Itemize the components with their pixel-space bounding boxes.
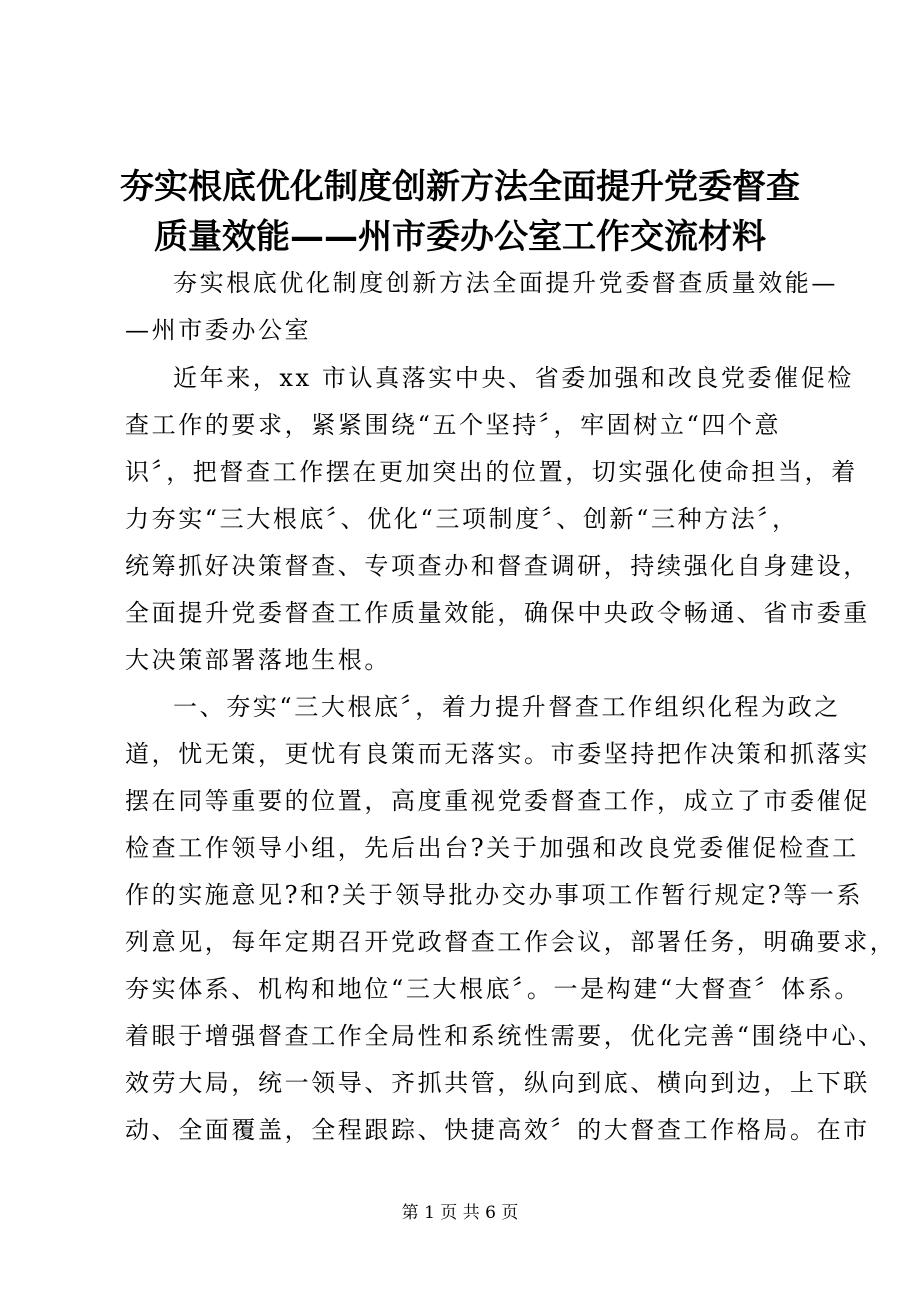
subtitle-line-2: —州市委办公室 xyxy=(125,316,312,344)
paragraph-1-line-5: 统筹抓好决策督查、专项查办和督查调研，持续强化自身建设， xyxy=(125,552,870,580)
paragraph-1-line-4: 力夯实“三大根底〞、优化“三项制度〞、创新“三种方法〞， xyxy=(125,505,799,533)
subtitle-line-1: 夯实根底优化制度创新方法全面提升党委督查质量效能— xyxy=(173,269,838,297)
paragraph-2-line-3: 摆在同等重要的位置，高度重视党委督查工作，成立了市委催促 xyxy=(125,787,870,815)
paragraph-1-line-7: 大决策部署落地生根。 xyxy=(125,646,391,674)
paragraph-2-line-7: 夯实体系、机构和地位“三大根底〞。一是构建“大督查〞体系。 xyxy=(125,975,861,1003)
paragraph-2-line-9: 效劳大局，统一领导、齐抓共管，纵向到底、横向到边，上下联 xyxy=(125,1069,870,1097)
paragraph-2-line-2: 道，忧无策，更忧有良策而无落实。市委坚持把作决策和抓落实 xyxy=(125,740,870,768)
paragraph-2-line-1: 一、夯实“三大根底〞，着力提升督查工作组织化程为政之 xyxy=(173,693,841,721)
document-title-line-1: 夯实根底优化制度创新方法全面提升党委督查 xyxy=(120,167,800,207)
paragraph-2-line-5: 作的实施意见?和?关于领导批办交办事项工作暂行规定?等一系 xyxy=(125,881,863,909)
page-footer: 第 1 页 共 6 页 xyxy=(401,1203,519,1223)
paragraph-1-line-3: 识〞，把督查工作摆在更加突出的位置，切实强化使命担当，着 xyxy=(125,458,858,486)
paragraph-1-line-6: 全面提升党委督查工作质量效能，确保中央政令畅通、省市委重 xyxy=(125,599,870,627)
paragraph-2-line-10: 动、全面覆盖，全程跟踪、快捷高效〞的大督查工作格局。在市 xyxy=(125,1116,870,1144)
paragraph-2-line-8: 着眼于增强督查工作全局性和系统性需要，优化完善“围绕中心、 xyxy=(125,1022,885,1050)
document-title-line-2: 质量效能——州市委办公室工作交流材料 xyxy=(154,217,766,257)
paragraph-2-line-4: 检查工作领导小组，先后出台?关于加强和改良党委催促检查工 xyxy=(125,834,859,862)
paragraph-2-line-6: 列意见，每年定期召开党政督查工作会议，部署任务，明确要求， xyxy=(125,928,897,956)
paragraph-1-line-1: 近年来，xx 市认真落实中央、省委加强和改良党委催促检 xyxy=(173,364,854,392)
paragraph-1-line-2: 查工作的要求，紧紧围绕“五个坚持〞，牢固树立“四个意 xyxy=(125,411,782,439)
